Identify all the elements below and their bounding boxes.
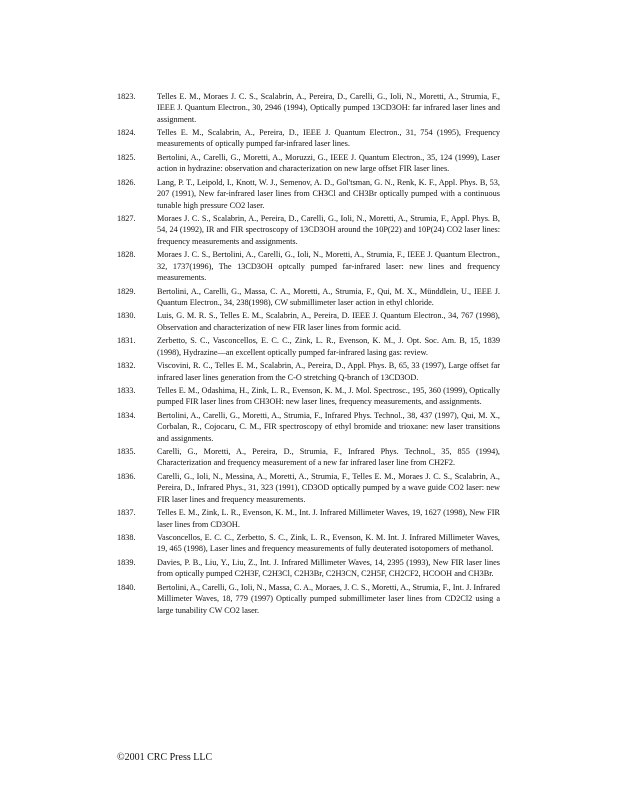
reference-text: Luis, G. M. R. S., Telles E. M., Scalabrin, A., Pereira, D. IEEE J. Quantum Electron., 34, 767 (1998), Observation and characterization of new FIR laser lines from formic acid. bbox=[157, 311, 500, 332]
reference-text: Telles E. M., Moraes J. C. S., Scalabrin, A., Pereira, D., Carelli, G., Ioli, N., Moretti, A., Strumia, F., IEEE J. Quantum Electron., 30, 2946 (1994), Optically pumped 13CD3OH: far infrared laser lines and assignment. bbox=[157, 92, 500, 124]
reference-text: Lang, P. T., Leipold, I., Knott, W. J., Semenov, A. D., Gol'tsman, G. N., Renk, K. F., Appl. Phys. B, 53, 207 (1991), New far-infrared laser lines from CH3Cl and CH3Br optically pumped with a continuous tunable high pressure CO2 laser. bbox=[157, 177, 500, 210]
reference-item bbox=[117, 91, 500, 125]
reference-text: Bertolini, A., Carelli, G., Ioli, N., Massa, C. A., Moraes, J. C. S., Moretti, A., Strumia, F., Int. J. Infrared Millimeter Waves, 18, 779 (1997) Optically pumped submillimeter laser lines from CD2Cl2 using a large tunability CW CO2 laser. bbox=[157, 582, 500, 615]
reference-item bbox=[117, 213, 500, 247]
reference-item bbox=[117, 471, 500, 505]
reference-number: 1828. bbox=[117, 250, 136, 260]
reference-text: Moraes J. C. S., Bertolini, A., Carelli, G., Ioli, N., Moretti, A., Strumia, F., IEEE J. Quantum Electron., 32, 1737(1996), The 13CD3OH optcally pumped far-infrared laser: new lines and frequency measurements. bbox=[157, 250, 500, 282]
reference-number: 1823. bbox=[117, 92, 136, 101]
reference-number: 1827. bbox=[117, 214, 136, 224]
reference-text: Bertolini, A., Carelli, G., Massa, C. A., Moretti, A., Strumia, F., Qui, M. X., Münddlein, U., IEEE J. Quantum Electron., 34, 238(1998), CW submillimeter laser action in ethyl chloride. bbox=[157, 286, 500, 307]
reference-item bbox=[117, 152, 500, 175]
reference-text: Bertolini, A., Carelli, G., Moretti, A., Strumia, F., Infrared Phys. Technol., 38, 437 (1997), Qui, M. X., Corbalan, R., Cojocaru, C. M., FIR spectroscopy of ethyl bromide and trioxane: new laser transitions and assignments. bbox=[157, 410, 500, 443]
reference-number: 1835. bbox=[117, 447, 136, 457]
reference-text: Bertolini, A., Carelli, G., Moretti, A., Moruzzi, G., IEEE J. Quantum Electron., 35, 124 (1999), Laser action in hydrazine: observation and characterization on new large offset FIR laser lines. bbox=[157, 153, 500, 174]
reference-text: Telles E. M., Odashima, H., Zink, L. R., Evenson, K. M., J. Mol. Spectrosc., 195, 360 (1999), Optically pumped FIR laser lines from CH3OH: new laser lines, frequency measurements, and assignments. bbox=[157, 386, 500, 407]
reference-list bbox=[117, 91, 500, 618]
reference-text: Vasconcellos, E. C. C., Zerbetto, S. C., Zink, L. R., Evenson, K. M. Int. J. Infrared Millimeter Waves, 19, 465 (1998), Laser lines and frequency measurements of fully deuterated isotopomers of methanol. bbox=[157, 533, 500, 554]
reference-item bbox=[117, 335, 500, 358]
reference-text: Telles E. M., Scalabrin, A., Pereira, D., IEEE J. Quantum Electron., 31, 754 (1995), Frequency measurements of optically pumped far-infrared laser lines. bbox=[157, 128, 500, 149]
reference-number: 1832. bbox=[117, 361, 136, 371]
reference-number: 1838. bbox=[117, 533, 136, 543]
reference-item bbox=[117, 286, 500, 309]
reference-item bbox=[117, 532, 500, 555]
reference-number: 1837. bbox=[117, 508, 136, 518]
reference-number: 1834. bbox=[117, 410, 136, 420]
reference-text: Telles E. M., Zink, L. R., Evenson, K. M., Int. J. Infrared Millimeter Waves, 19, 1627 (1998), New FIR laser lines from CD3OH. bbox=[157, 508, 500, 529]
reference-number: 1825. bbox=[117, 153, 136, 163]
reference-text: Viscovini, R. C., Telles E. M., Scalabrin, A., Pereira, D., Appl. Phys. B, 65, 33 (1997), Large offset far infrared laser lines generation from the C-O stretching Q-branch of 13CD3OD. bbox=[157, 361, 500, 382]
reference-number: 1830. bbox=[117, 311, 136, 321]
reference-text: Carelli, G., Moretti, A., Pereira, D., Strumia, F., Infrared Phys. Technol., 35, 855 (1994), Characterization and frequency measurement of a new far infrared laser line from CH2F2. bbox=[157, 447, 500, 468]
reference-item bbox=[117, 410, 500, 444]
reference-item bbox=[117, 249, 500, 283]
reference-number: 1831. bbox=[117, 336, 136, 346]
reference-number: 1840. bbox=[117, 582, 136, 592]
reference-item bbox=[117, 177, 500, 211]
reference-item bbox=[117, 446, 500, 469]
reference-item bbox=[117, 360, 500, 383]
reference-number: 1839. bbox=[117, 558, 136, 568]
reference-item bbox=[117, 127, 500, 150]
reference-number: 1829. bbox=[117, 286, 136, 296]
reference-text: Davies, P. B., Liu, Y., Liu, Z., Int. J. Infrared Millimeter Waves, 14, 2395 (1993), New FIR laser lines from optically pumped C2H3F, C2H3Cl, C2H3Br, C2H3CN, C2H5F, CH2CF2, HCOOH and CH3Br. bbox=[157, 558, 500, 579]
reference-item bbox=[117, 310, 500, 333]
reference-number: 1824. bbox=[117, 128, 136, 138]
reference-number: 1836. bbox=[117, 472, 136, 482]
reference-number: 1833. bbox=[117, 386, 136, 396]
reference-item bbox=[117, 557, 500, 580]
reference-number: 1826. bbox=[117, 177, 136, 187]
reference-text: Moraes J. C. S., Scalabrin, A., Pereira, D., Carelli, G., Ioli, N., Moretti, A., Strumia, F., Appl. Phys. B, 54, 24 (1992), IR and FIR spectroscopy of 13CD3OH around the 10P(22) and 10P(24) CO2 laser lines: frequency measurements and assignments. bbox=[157, 214, 500, 246]
reference-text: Zerbetto, S. C., Vasconcellos, E. C. C., Zink, L. R., Evenson, K. M., J. Opt. Soc. Am. B, 15, 1839 (1998), Hydrazine—an excellent optically pumped far-infrared lasing gas: review. bbox=[157, 336, 500, 357]
reference-text: Carelli, G., Ioli, N., Messina, A., Moretti, A., Strumia, F., Telles E. M., Moraes J. C. S., Scalabrin, A., Pereira, D., Infrared Phys., 31, 323 (1991), CD3OD optically pumped by a wave guide CO2 laser: new FIR laser lines and frequency measurements. bbox=[157, 472, 500, 504]
reference-item bbox=[117, 385, 500, 408]
reference-item bbox=[117, 582, 500, 616]
reference-item bbox=[117, 507, 500, 530]
copyright-footer: ©2001 CRC Press LLC bbox=[117, 752, 213, 763]
